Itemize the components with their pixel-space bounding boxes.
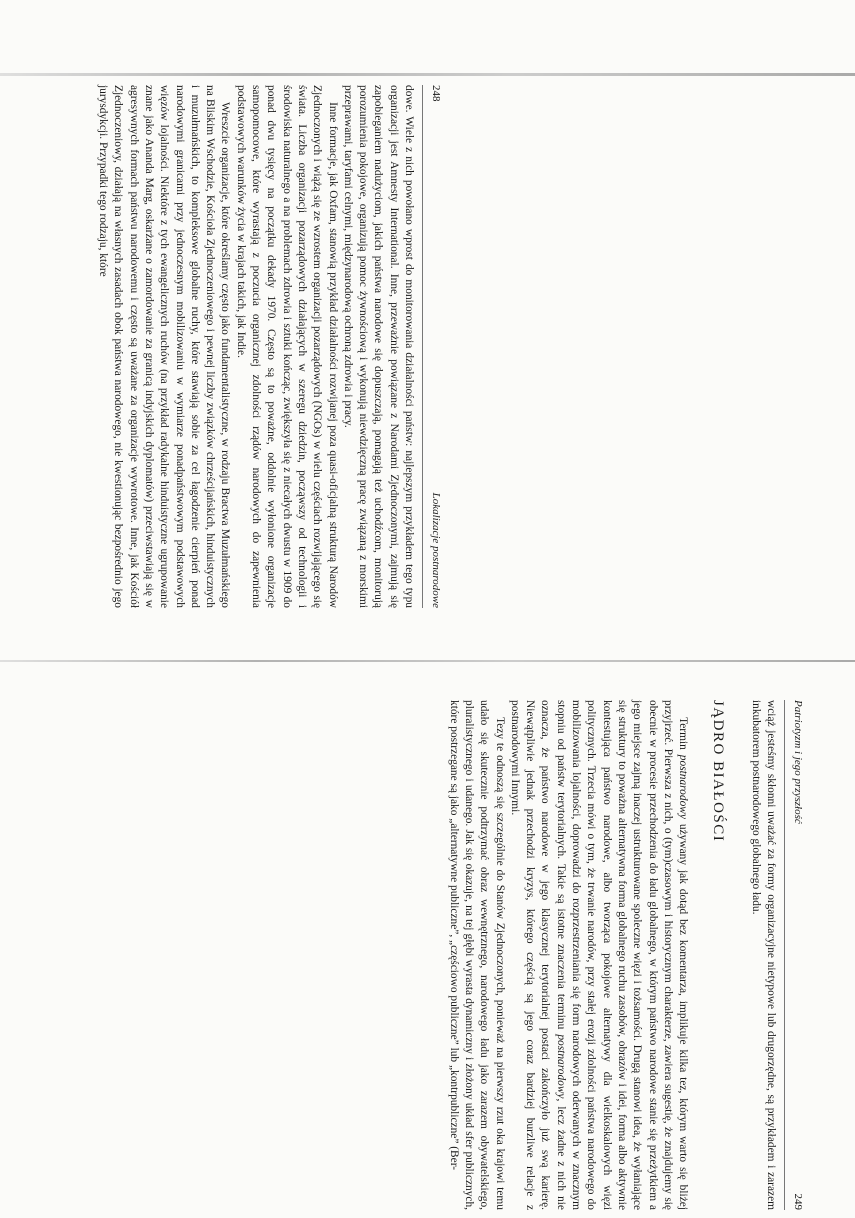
right-paragraph-3: Tezy te odnoszą się szczególnie do Stanów Zjednoczonych, ponieważ na pierwszy rzut oka krajowi temu udało się skutecznie podtrzymać obraz wewnętrznego, narodowego ładu jako zarazem obywatelskiego, pluralistycznego i udanego. Jak się okazuje, na tej głębi wyrasta dynamiczny i złożony układ sfer publicznych, które postrzegane są jako „alternatywne publiczne”, „częściowo publiczne” lub „kontrpubliczne” (Ber- <box>447 700 506 1210</box>
right-paragraph-2 <box>507 700 691 1210</box>
para2-after: używany jak dotąd bez komentarza, implikuje kilka tez, którym warto się bliżej przyjrzeć. Pierwsza z nich, o (tym)czasowym i historycznym charakterze, zawiera sugestię, że znajdujemy się obecnie w procesie przechodzenia do ładu globalnego, w którym państwo narodowe stanie się przeżytkiem a jego miejsce zajmą inaczej ustrukturowane spoleczne więzi i tożsamości. Drugą stanowi idea, że wyłaniające się struktury to poważna alternatywna forma globalnego ruchu zasobów, obrazów i idei, forma albo aktywnie kontestująca państwo narodowe, albo tworząca pokojowe alternatywy dla wielkoskalowych więzi politycznych. Trzecia mówi o tym, że trwanie narodów, przy stałej erozji zdolności państwa narodowego do mobilizowania lojalności, doprowadzi do rozprzestrzeniania się form narodowych oderwanych w znacznym stopniu od państw terytorialnych. Takie są istotne znaczenia terminu <box>554 700 690 1210</box>
right-page-number: 249 <box>792 1193 804 1210</box>
scan-artifact-middle <box>0 660 855 662</box>
right-running-head <box>784 700 805 1210</box>
left-paragraph-2: Inne formacje, jak Oxfam, stanowią przykład działalności rozwijanej poza quasi-oficjalną strukturą Narodów Zjednoczonych i wiążą się ze wzrostem organizacji pozarządowych (NGOs) w wielu częściach rozwijającego się świata. Liczba organizacji pozarządowych działających w szeregu dziedzin, począwszy od technologii i środowiska naturalnego a na problemach zdrowia i sztuki kończąc, zwiększyła się z niecałych dwustu w 1909 do ponad dwu tysięcy na początku dekady 1970. Często są to poważne, oddolnie wyłonione organizacje samopomocowe, które wyrastają z poczucia organicznej zdolności rządów narodowych do zapewnienia podstawowych warunków życia w krajach takich, jak Indie. <box>234 85 339 608</box>
section-heading: JĄDRO BIAŁOŚCI <box>710 700 727 843</box>
left-paragraph-3: Wreszcie organizacje, które określamy często jako fundamentalistyczne, w rodzaju Bractwa Muzułmańskiego na Bliskim Wschodzie, Kościoła Zjednoczeniowego i pewnej liczby związków chrześcijańskich, hinduistycznych i muzułmańskich, to kompleksowe globalne ruchy, które stawiają sobie za cel łagodzenie cierpień ponad narodowymi granicami przy jednoczesnym mobilizowaniu w wymiarze ponadpaństwowym podstawowych więzów lojalności. Niektóre z tych ewangelicznych ruchów (na przykład radykalne hinduistyczne ugrupowanie znane jako Ananda Marg, oskarżane o zamordowanie za granicą indyjskich dyplomatów) przeciwstawiają się w agresywnych formach państwu narodowemu i często są uważane za organizacje wywrotowe. Inne, jak Kościół Zjednoczeniowy, działają na własnych zasadach obok państwa narodowego, nie kwestionując bezpośrednio jego jurysdykcji. Przypadki tego rodzaju, które <box>97 85 232 608</box>
right-running-title: Patriotyzm i jego przyszłość <box>792 700 804 824</box>
term-postnarodowy: postnarodowy <box>677 754 690 819</box>
para2-before: Termin <box>677 717 690 755</box>
left-page-number: 248 <box>430 85 442 102</box>
left-paragraph-1: dowe. Wiele z nich powołano wprost do monitorowania działalności państw: najlepszym przykładem tego typu organizacji jest Amnesty International. Inne, przeważnie powiązane z Narodami Zjednoczonymi, zajmują się zapobieganiem nadużyciom, jakich państwa narodowe się dopuszczają, pomagają też uchodźcom, monitorują porozumienia pokojowe, organizują pomoc żywnościową i wykonują niewdzięczną pracę związaną z morskimi przeprawami, taryfami celnymi, międzynarodową ochroną zdrowia i pracy. <box>341 85 415 608</box>
term-postnarodowy-2: postnarodowy <box>554 1034 567 1099</box>
right-paragraph-1: wciąż jesteśmy skłonni uważać za formy organizacyjne nietypowe lub drugorzędne, są przykładem i zarazem inkubatorem postnarodowego globalnego ładu. <box>749 700 777 1210</box>
left-running-title: Lokalizacje postnarodowe <box>430 492 442 608</box>
scan-artifact-top <box>0 73 855 76</box>
para2b-after: , lecz żadne z nich nie oznacza, że państwo narodowe w jego klasycznej terytorialnej postaci zakończyło już swą karierę. Niewątpliwie jednak przechodzi kryzys, którego częścią są jego coraz bardziej burzliwe relacje z postnarodowymi Innymi. <box>508 700 567 1210</box>
right-page <box>205 700 805 1210</box>
left-page <box>58 85 443 608</box>
left-running-head <box>422 85 443 608</box>
